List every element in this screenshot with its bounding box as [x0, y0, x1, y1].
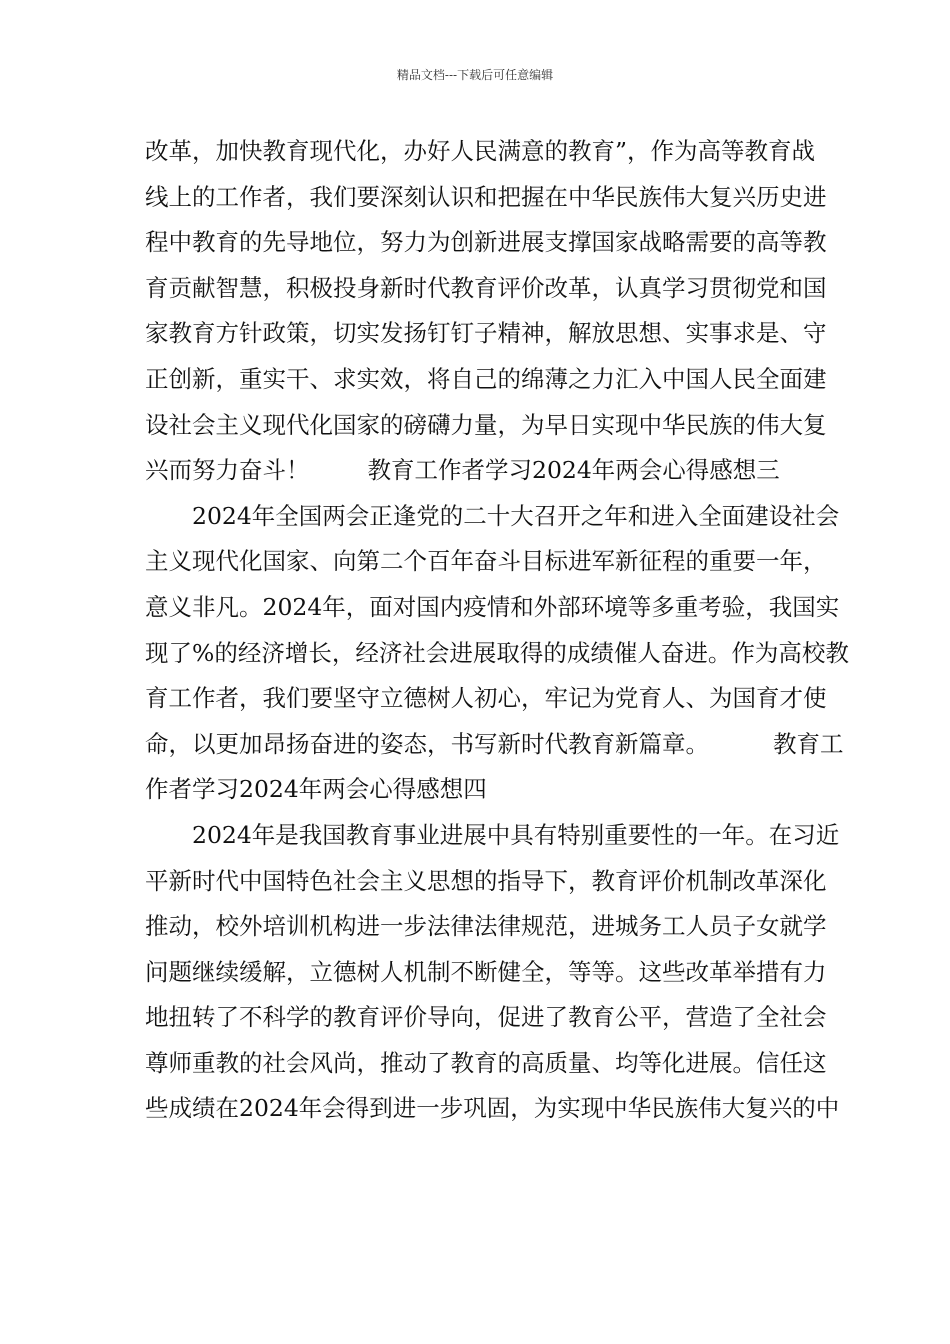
paragraph-end-text: 兴而努力奋斗！ — [145, 456, 310, 485]
text-line: 线上的工作者，我们要深刻认识和把握在中华民族伟大复兴历史进 — [145, 182, 827, 211]
text-line: 主义现代化国家、向第二个百年奋斗目标进军新征程的重要一年， — [145, 547, 827, 576]
text-line: 家教育方针政策，切实发扬钉钉子精神，解放思想、实事求是、守 — [145, 319, 827, 348]
text-line: 些成绩在2024年会得到进一步巩固，为实现中华民族伟大复兴的中 — [145, 1094, 840, 1123]
text-line — [145, 448, 810, 494]
text-line: 地扭转了不科学的教育评价导向，促进了教育公平，营造了全社会 — [145, 1003, 827, 1032]
section-heading-4-start: 教育工 — [773, 729, 844, 758]
page-header: 精品文档---下载后可任意编辑 — [396, 68, 554, 82]
text-line — [145, 722, 844, 768]
text-line: 现了%的经济增长，经济社会进展取得的成绩催人奋进。作为高校教 — [145, 638, 849, 667]
paragraph-end-text: 命，以更加昂扬奋进的姿态，书写新时代教育新篇章。 — [145, 729, 709, 758]
text-line: 正创新，重实干、求实效，将自己的绵薄之力汇入中国人民全面建 — [145, 364, 827, 393]
text-line: 推动，校外培训机构进一步法律法律规范，进城务工人员子女就学 — [145, 912, 827, 941]
text-line: 平新时代中国特色社会主义思想的指导下，教育评价机制改革深化 — [145, 866, 827, 895]
text-line: 程中教育的先导地位，努力为创新进展支撑国家战略需要的高等教 — [145, 228, 827, 257]
text-line: 意义非凡。2024年，面对国内疫情和外部环境等多重考验，我国实 — [145, 592, 840, 621]
text-line: 改革，加快教育现代化，办好人民满意的教育”，作为高等教育战 — [145, 137, 816, 165]
text-line: 尊师重教的社会风尚，推动了教育的高质量、均等化进展。信任这 — [145, 1048, 827, 1077]
text-line: 育贡献智慧，积极投身新时代教育评价改革，认真学习贯彻党和国 — [145, 273, 827, 302]
paragraph-first-line: 2024年是我国教育事业进展中具有特别重要性的一年。在习近 — [192, 820, 840, 849]
paragraph-first-line: 2024年全国两会正逢党的二十大召开之年和进入全面建设社会 — [192, 501, 840, 530]
text-line: 设社会主义现代化国家的磅礴力量，为早日实现中华民族的伟大复 — [145, 410, 827, 439]
text-line: 问题继续缓解，立德树人机制不断健全，等等。这些改革举措有力 — [145, 957, 827, 986]
text-line: 育工作者，我们要坚守立德树人初心，牢记为党育人、为国育才使 — [145, 684, 827, 713]
section-heading-4-end: 作者学习2024年两会心得感想四 — [145, 775, 487, 804]
document-body — [145, 129, 849, 1132]
section-heading-3: 教育工作者学习2024年两会心得感想三 — [367, 456, 780, 485]
